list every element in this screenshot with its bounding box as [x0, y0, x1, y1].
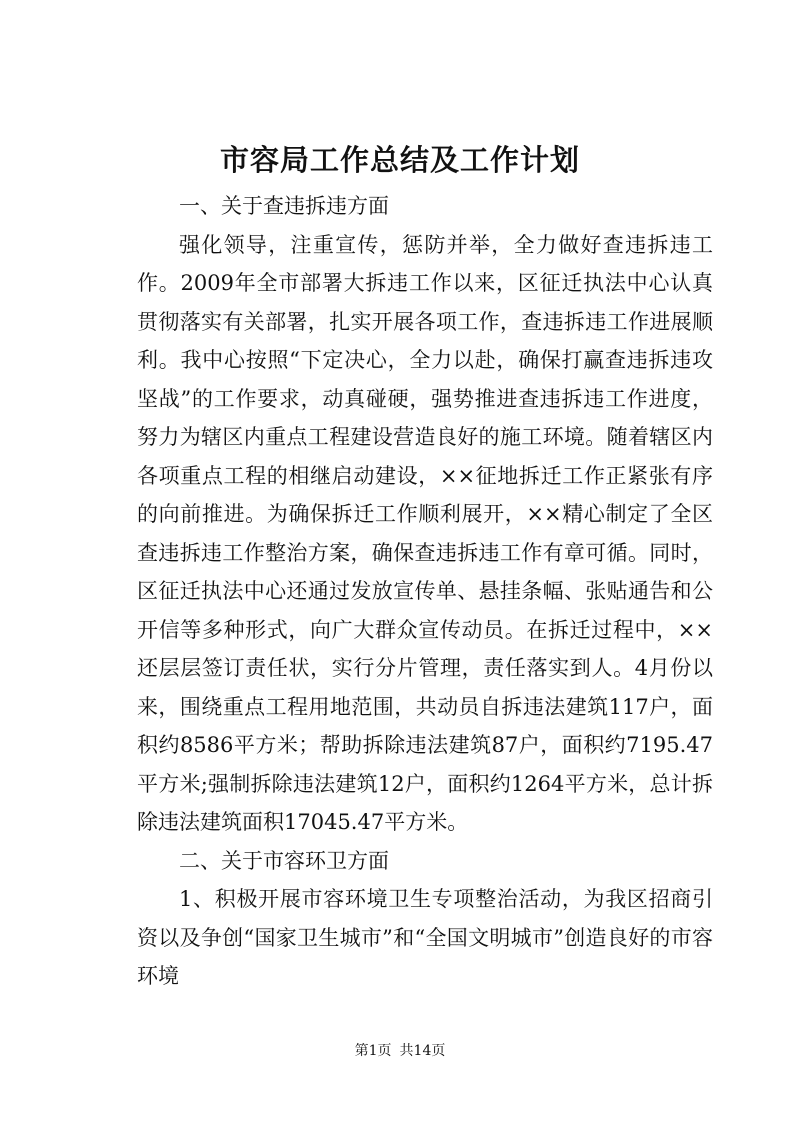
- section-2-paragraph: 1、积极开展市容环境卫生专项整治活动，为我区招商引资以及争创“国家卫生城市”和“全国文明城市”创造良好的市容环境: [137, 887, 713, 988]
- page-total: 共14页: [399, 1043, 446, 1059]
- section-heading-1: 一、关于查违拆违方面: [179, 194, 389, 218]
- section-heading-2: 二、关于市容环卫方面: [179, 848, 389, 873]
- document-title: 市容局工作总结及工作计划: [219, 143, 580, 177]
- page-footer: [0, 1041, 800, 1061]
- page-number: 第1页: [354, 1043, 392, 1059]
- section-1-paragraph: 强化领导，注重宣传，惩防并举，全力做好查违拆违工作。2009年全市部署大拆违工作以来，区征迁执法中心认真贯彻落实有关部署，扎实开展各项工作，查违拆违工作进展顺利。我中心按照“下定决心，全力以赴，确保打赢查违拆违攻坚战”的工作要求，动真碰硬，强势推进查违拆违工作进度，努力为辖区内重点工程建设营造良好的施工环境。随着辖区内各项重点工程的相继启动建设，××征地拆迁工作正紧张有序的向前推进。为确保拆迁工作顺利展开，××精心制定了全区查违拆违工作整治方案，确保查违拆违工作有章可循。同时，区征迁执法中心还通过发放宣传单、悬挂条幅、张贴通告和公开信等多种形式，向广大群众宣传动员。在拆迁过程中，××还层层签订责任状，实行分片管理，责任落实到人。4月份以来，围绕重点工程用地范围，共动员自拆违法建筑117户，面积约8586平方米；帮助拆除违法建筑87户，面积约7195.47平方米;强制拆除违法建筑12户，面积约1264平方米，总计拆除违法建筑面积17045.47平方米。: [137, 232, 713, 834]
- document-body: [137, 187, 713, 996]
